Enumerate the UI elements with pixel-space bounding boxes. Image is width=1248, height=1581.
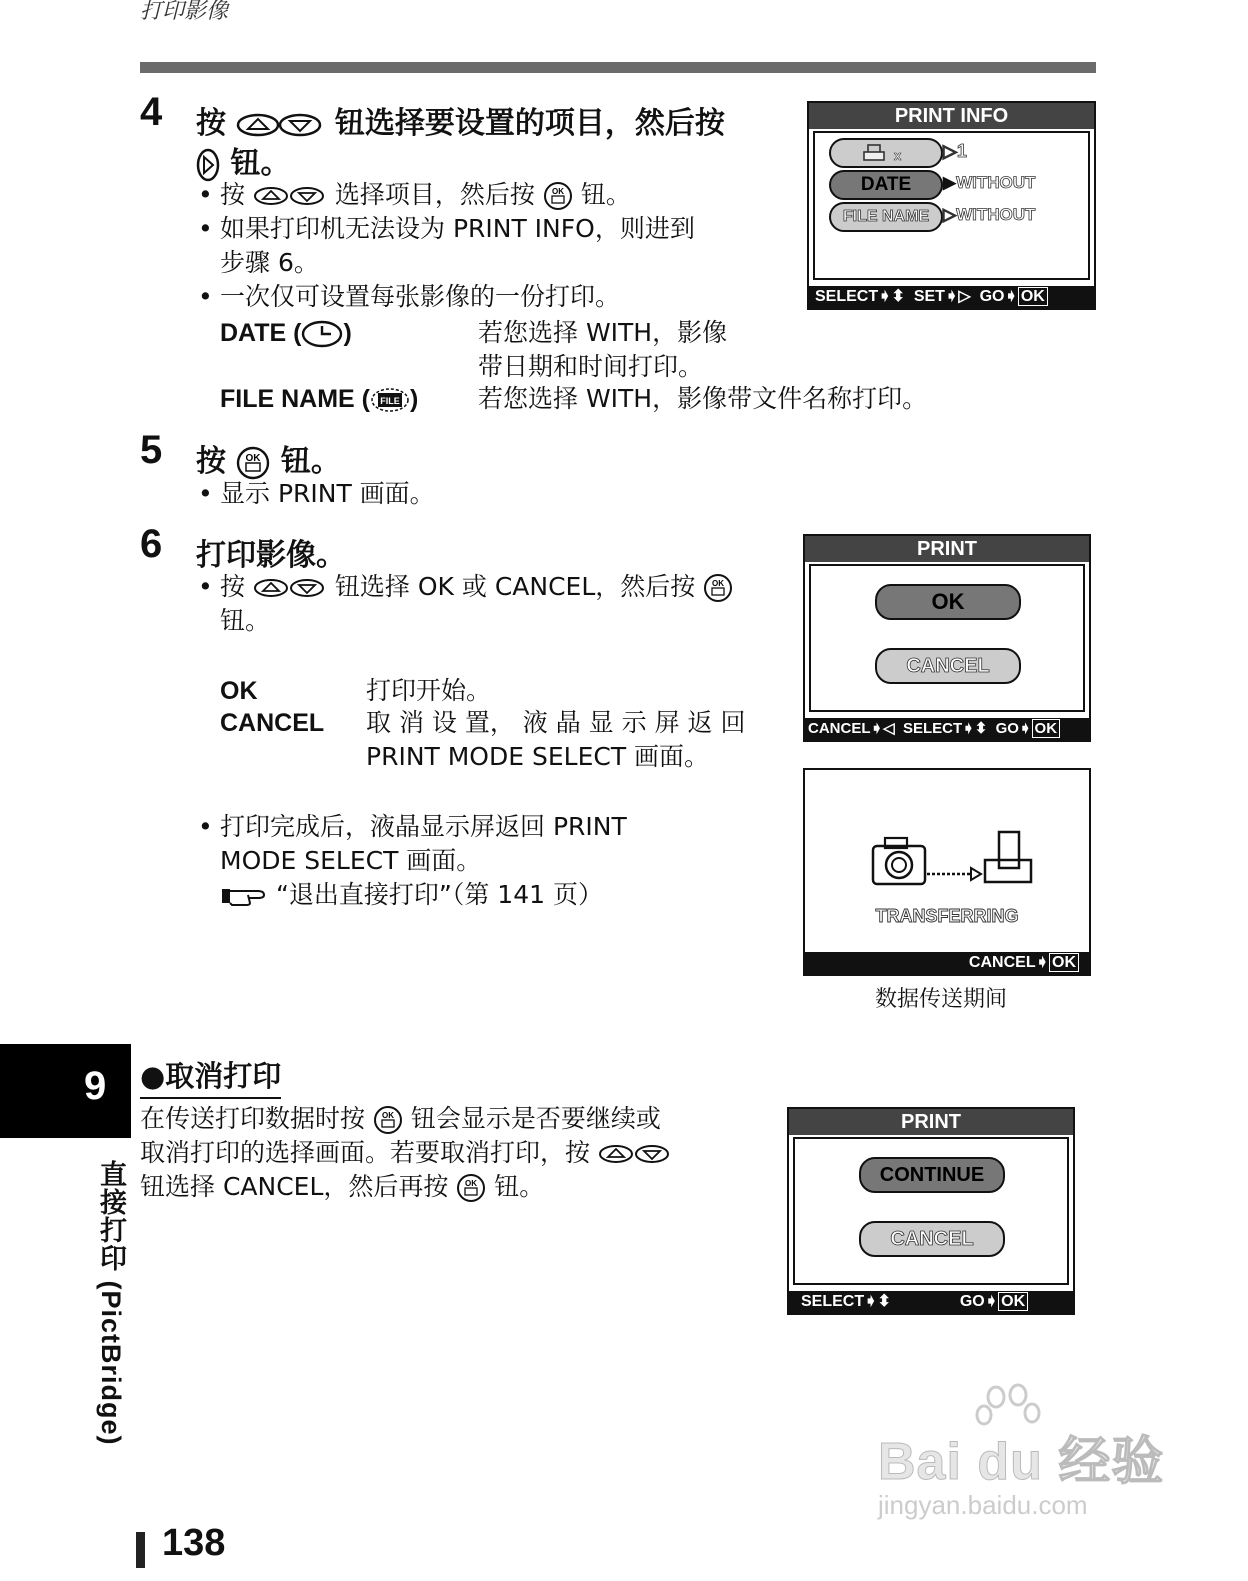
step-5-number: 5 (140, 428, 163, 472)
up-down-arrow-buttons-icon (236, 112, 324, 138)
lcd-print-info-title: PRINT INFO (809, 103, 1094, 129)
baidu-watermark (878, 1385, 1164, 1521)
step-6-b1-line1 (198, 570, 750, 604)
header-rule (140, 62, 1096, 73)
date-option[interactable]: DATE (829, 170, 943, 200)
step-4-title (196, 98, 725, 142)
cancel-desc-line1: 取 消 设 置， 液 晶 显 示 屏 返 回 (366, 708, 746, 737)
step-4-title-line2 (196, 138, 290, 182)
date-label-end: ) (343, 319, 352, 347)
lcd-transferring-screen (803, 768, 1091, 976)
cancel-print-heading: ●取消打印 (140, 1054, 281, 1099)
bullet-dot: • (198, 282, 213, 311)
foot-select: SELECT (815, 288, 879, 305)
ok-button-icon (703, 573, 733, 603)
lcd-print-footer: CANCEL➧◁ SELECT➧⬍ GO➧ OK (805, 718, 1089, 740)
file-label-end: ) (410, 385, 419, 413)
file-name-value-text: WITHOUT (956, 205, 1036, 224)
chapter-number: 9 (84, 1064, 107, 1108)
camera-to-printer-icon (869, 830, 1033, 890)
step-4-b2-line1: 如果打印机无法设为 PRINT INFO，则进到 (220, 214, 695, 243)
step-6-b1-a: 按 (220, 572, 246, 601)
cancel-para-line1 (140, 1102, 672, 1136)
lcd-transferring-footer: CANCEL➧ OK (805, 952, 1089, 974)
svg-text:OK: OK (381, 1111, 394, 1120)
lcd-continue-title: PRINT (789, 1109, 1073, 1135)
bullet-dot: • (198, 180, 213, 209)
lcd-print-info-screen (807, 101, 1096, 310)
bullet-dot: • (198, 214, 213, 243)
foot-ok: OK (1018, 287, 1048, 306)
copies-value: ▷1 (943, 141, 967, 161)
lcd-ok-button[interactable]: OK (875, 584, 1021, 620)
step-4-bullet-3 (198, 280, 760, 314)
step-5-title-b: 钮。 (280, 444, 341, 479)
date-label (220, 316, 352, 350)
foot-go: GO (979, 288, 1005, 305)
bullet-dot: • (198, 572, 213, 601)
ok-description: 打印开始。 (366, 676, 492, 705)
cancel-para-line2 (140, 1136, 672, 1170)
step-6-b2-line1: 打印完成后，液晶显示屏返回 PRINT (220, 812, 627, 841)
step-6-bullet-2 (198, 810, 627, 912)
cancel-para-line3 (140, 1170, 672, 1204)
cancel-line3-a: 钮选择 CANCEL，然后再按 (140, 1172, 449, 1201)
step-6-b2-line2: MODE SELECT 画面。 (220, 846, 482, 875)
chapter-tab (0, 1044, 131, 1138)
watermark-brand: Bai du 经验 (878, 1433, 1165, 1491)
transferring-caption: 数据传送期间 (875, 987, 1008, 1012)
page-reference-text: “退出直接打印”（第 141 页） (275, 880, 603, 909)
date-description (478, 316, 727, 384)
print-copies-icon (856, 142, 916, 164)
svg-text:OK: OK (551, 187, 564, 196)
foot-ok: OK (1032, 719, 1061, 738)
ok-button-icon (456, 1173, 486, 1203)
bullet-dot: • (198, 479, 213, 508)
step-4-title-b: 钮选择要设置的项目，然后按 (334, 106, 725, 141)
date-label-text: DATE ( (220, 319, 302, 347)
step-4-title-c: 钮。 (230, 146, 291, 181)
ok-button-icon (373, 1105, 403, 1135)
copies-option[interactable] (829, 138, 943, 168)
lcd-cancel-button[interactable]: CANCEL (859, 1221, 1005, 1257)
step-4-bullets (198, 178, 760, 314)
ok-button-icon (236, 446, 270, 480)
foot-set: SET (913, 288, 945, 305)
step-4-title-a: 按 (196, 106, 226, 141)
step-5-b1: 显示 PRINT 画面。 (220, 479, 435, 508)
step-4-b1-a: 按 (220, 180, 246, 209)
svg-text:OK: OK (465, 1179, 478, 1188)
up-down-arrow-buttons-icon (598, 1143, 672, 1165)
ok-button-icon (543, 181, 573, 211)
cancel-line1-b: 钮会显示是否要继续或 (410, 1104, 661, 1133)
step-4-bullet-2 (198, 212, 760, 280)
file-name-description: 若您选择 WITH，影像带文件名称打印。 (478, 384, 928, 413)
file-name-value: ▷WITHOUT (943, 205, 1036, 224)
foot-ok: OK (1049, 953, 1079, 972)
lcd-cancel-button[interactable]: CANCEL (875, 648, 1021, 684)
file-name-icon (370, 387, 410, 413)
foot-cancel: CANCEL (968, 954, 1036, 971)
running-title: 打印影像 (140, 0, 229, 24)
right-arrow-button-icon (196, 148, 220, 182)
up-down-arrow-buttons-icon (253, 185, 327, 207)
svg-text:FILE: FILE (380, 396, 400, 407)
svg-text:OK: OK (712, 579, 725, 588)
step-6-b1-c: 钮。 (220, 606, 271, 635)
date-value: ▶WITHOUT (943, 173, 1036, 192)
foot-select: SELECT (801, 1293, 865, 1310)
step-4-b3: 一次仅可设置每张影像的一份打印。 (220, 282, 621, 311)
date-desc-line2: 带日期和时间打印。 (478, 352, 704, 381)
file-name-option[interactable]: FILE NAME (829, 202, 943, 232)
pointing-hand-icon (220, 883, 268, 909)
copies-value-text: 1 (956, 141, 967, 161)
step-6-title: 打印影像。 (196, 538, 346, 573)
clock-icon (301, 320, 343, 348)
step-6-b1-b: 钮选择 OK 或 CANCEL，然后按 (334, 572, 696, 601)
file-name-label (220, 382, 418, 416)
cancel-desc-line2: PRINT MODE SELECT 画面。 (366, 742, 710, 771)
cancel-print-paragraph (140, 1102, 672, 1204)
transferring-status: TRANSFERRING (875, 906, 1019, 926)
page-number-bar (136, 1532, 145, 1568)
lcd-continue-button[interactable]: CONTINUE (859, 1157, 1005, 1193)
cancel-line1-a: 在传送打印数据时按 (140, 1104, 366, 1133)
foot-go: GO (995, 720, 1019, 737)
date-value-text: WITHOUT (956, 173, 1036, 192)
step-4-b2-line2: 步骤 6。 (220, 248, 319, 277)
step-4-b1-b: 选择项目，然后按 (334, 180, 535, 209)
cancel-description (366, 706, 745, 774)
lcd-print-screen (803, 534, 1091, 742)
lcd-print-info-footer: SELECT➧⬍ SET➧▷ GO➧ OK (809, 286, 1094, 308)
lcd-continue-screen (787, 1107, 1075, 1315)
foot-cancel: CANCEL (808, 720, 871, 737)
step-5-bullet-1 (198, 477, 435, 511)
watermark-url: jingyan.baidu.com (878, 1490, 1088, 1520)
paw-logo-icon (974, 1383, 1044, 1439)
cancel-line3-b: 钮。 (494, 1172, 545, 1201)
step-5-title (196, 436, 341, 480)
step-6-number: 6 (140, 522, 163, 566)
page-number: 138 (162, 1522, 226, 1564)
step-4-number: 4 (140, 90, 163, 134)
lcd-continue-footer: SELECT➧⬍ GO➧ OK (789, 1291, 1073, 1313)
cancel-line2-a: 取消打印的选择画面。若要取消打印，按 (140, 1138, 591, 1167)
up-down-arrow-buttons-icon (253, 577, 327, 599)
ok-label: OK (220, 677, 258, 705)
chapter-title: 直接打印 (PictBridge) (96, 1160, 126, 1446)
foot-ok: OK (998, 1292, 1028, 1311)
step-4-b1-c: 钮。 (580, 180, 631, 209)
file-label-text: FILE NAME ( (220, 385, 370, 413)
step-6-b2-wrap (198, 810, 627, 878)
page-reference[interactable] (220, 878, 627, 912)
svg-text:OK: OK (245, 452, 261, 464)
step-6-bullet-1 (198, 570, 750, 638)
bullet-dot: • (198, 812, 213, 841)
step-4-bullet-1 (198, 178, 760, 212)
step-5-title-a: 按 (196, 444, 226, 479)
svg-text:x: x (894, 147, 902, 163)
foot-select: SELECT (902, 720, 963, 737)
date-desc-line1: 若您选择 WITH，影像 (478, 318, 728, 347)
cancel-label: CANCEL (220, 709, 325, 737)
foot-go: GO (959, 1293, 985, 1310)
lcd-print-title: PRINT (805, 536, 1089, 562)
